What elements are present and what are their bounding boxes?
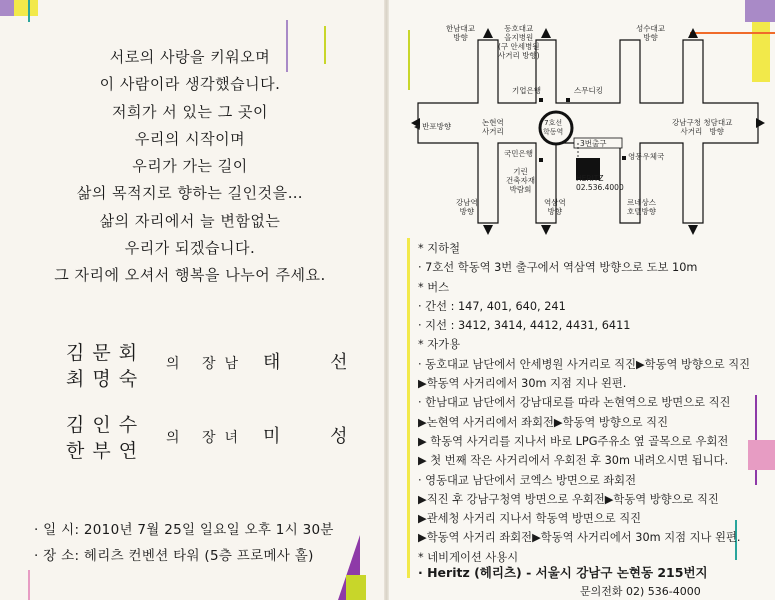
map-label-seongsu: 성수대교 방향 [636,24,665,42]
poem-line: 그 자리에 오셔서 행복을 나누어 주세요. [54,266,326,285]
poem-line: 우리가 가는 길이 [132,157,248,176]
poem-line: 삶의 자리에서 늘 변함없는 [99,211,281,230]
deco-yellow-block [14,0,38,16]
poem-line: 우리가 되겠습니다. [124,239,256,258]
direction-line: ▶ 학동역 사거리를 지나서 바로 LPG주유소 옆 골목으로 우회전 [418,434,729,448]
direction-line: * 자가용 [418,338,460,352]
map-label-banpo: ◀ 반포방향 [414,122,452,131]
direction-line: · 영동대교 남단에서 코엑스 방면으로 좌회전 [418,473,636,487]
direction-line: · 지선 : 3412, 3414, 4412, 4431, 6411 [418,319,631,333]
map-label-heritz: HERITZ 02.536.4000 [576,174,624,192]
post-office-marker [622,156,626,160]
direction-line: · 7호선 학동역 3번 출구에서 역삼역 방향으로 도보 10m [418,261,698,275]
direction-line: · 동호대교 남단에서 안세병원 사거리로 직진▶학동역 방향으로 직진 [418,357,751,371]
groom-father-name: 김문회 [66,342,146,364]
arrow-down-renaissance [688,225,698,235]
navigation-address: · Heritz (헤리츠) - 서울시 강남구 논현동 215번지 [418,565,708,580]
map-label-hannam: 한남대교 방향 [446,24,475,42]
direction-line: ▶관세청 사거리 지나서 학동역 방면으로 직진 [418,512,642,526]
map-label-gangnam-office: 강남구청 청담대교 사거리 방향 [672,118,733,136]
deco-pink-vline [28,570,30,600]
direction-line: · 간선 : 147, 401, 640, 241 [418,299,566,313]
invitation-poem [30,44,350,290]
direction-line: ▶ 첫 번째 작은 사거리에서 우회전 후 30m 내려오시면 됩니다. [418,454,729,468]
deco-right-yellow-vline [407,238,410,578]
deco-lime-bottom [346,575,366,600]
starbucks-marker [566,98,570,102]
arrow-up-seongsu [688,28,698,38]
map-label-nonhyeon: 논현역 사거리 [482,118,504,136]
map-label-starbucks: 스무디킹 [574,86,603,95]
direction-line: · 한남대교 남단에서 강남대로를 따라 논현역으로 방면으로 직진 [418,396,731,410]
ibk-marker [539,98,543,102]
poem-line: 우리의 시작이며 [134,129,246,148]
map-label-ibk: 기업은행 [512,86,541,95]
map-label-hakdong: 7호선 학동역 [543,119,564,136]
arrow-down-gangnam [483,225,493,235]
poem-line: 삶의 목적지로 향하는 길인것을… [76,184,304,203]
map-label-yeoksam: 역삼역 방향 [544,198,566,216]
arrow-up-hannam [483,28,493,38]
kookmin-marker [539,158,543,162]
arrow-right-gangnam [756,118,765,128]
directions-list [418,240,750,568]
map-label-gangnam-station: 강남역 방향 [456,198,478,216]
poem-line: 서로의 사랑을 키워오며 [109,48,271,66]
bride-mother-name: 한부연 [66,440,146,462]
bride-relation: 의 장녀 [166,430,248,446]
groom-name: 태 선 [263,352,370,373]
direction-line: * 네비게이션 사용시 [418,550,519,564]
arrow-up-dongho [541,28,551,38]
map-label-renaissance: 르네상스 호텔방향 [627,198,656,216]
deco-right-pink-block [748,440,775,470]
deco-teal-line [28,0,30,22]
map-label-exit3: 3번출구 [580,139,607,148]
map-label-building: 기린 건축자재 박람회 [506,167,535,194]
groom-mother-name: 최명숙 [66,368,146,390]
direction-line: * 버스 [418,280,450,294]
contact-phone: 문의전화 02) 536-4000 [580,585,701,598]
poem-line: 이 사람이라 생각했습니다. [99,75,281,94]
map-label-kookmin: 국민은행 [504,149,533,158]
event-date: · 일 시: 2010년 7월 25일 일요일 오후 1시 30분 [34,522,334,538]
bride-name: 미 성 [263,426,370,447]
event-place: · 장 소: 헤리츠 컨벤션 타워 (5층 프로메사 홀) [34,548,314,564]
bride-father-name: 김인수 [66,414,146,436]
direction-line: ▶학동역 사거리에서 30m 지점 지나 왼편. [418,377,627,391]
center-fold [384,0,389,600]
deco-purple-block [0,0,14,16]
direction-line: ▶학동역 사거리 좌회전▶학동역 사거리에서 30m 지점 지나 왼편. [418,531,741,545]
poem-line: 저희가 서 있는 그 곳이 [112,102,268,121]
direction-line: ▶직진 후 강남구청역 방면으로 우회전▶학동역 방향으로 직진 [418,492,719,506]
map-label-post: 영동우체국 [628,152,665,161]
direction-line: ▶논현역 사거리에서 좌회전▶학동역 방향으로 직진 [418,415,668,429]
arrow-down-yeoksam [541,225,551,235]
groom-relation: 의 장남 [166,356,248,372]
map-label-dongho: 동호대교 을지병원 (구 안세병원 사거리 방향) [498,24,540,60]
direction-line: * 지하철 [418,242,460,255]
